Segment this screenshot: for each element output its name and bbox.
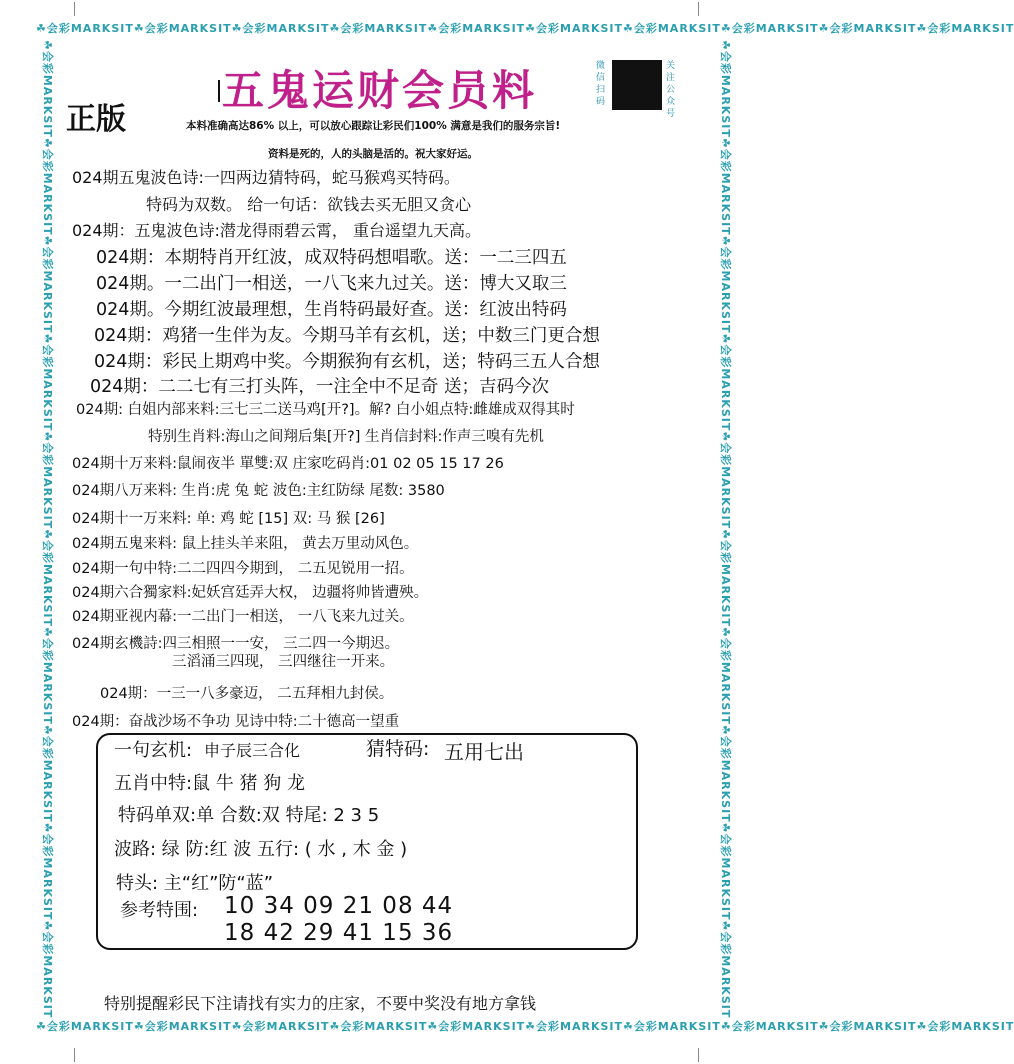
decorative-border-bottom: ☘会彩MARKSIT☘会彩MARKSIT☘会彩MARKSIT☘会彩MARKSIT☘会彩MARKSIT☘会彩MARKSIT☘会彩MARKSIT☘会彩MARKSIT☘会彩MARKSIT☘会彩MARKSIT [36, 1020, 1014, 1033]
tetou-line: 特头: 主“红”防“蓝” [116, 873, 274, 894]
content-line: 024期：二二七有三打头阵，一注全中不足奇 送；吉码今次 [90, 377, 549, 397]
content-line: 024期: 白姐内部来料:三七三二送马鸡[开?]。解? 白小姐点特:雌雄成双得其时 [76, 402, 575, 418]
decorative-border-right [716, 40, 734, 1019]
content-line: 特别生肖料:海山之间翔后集[开?] 生肖信封料:作声三嗅有先机 [148, 429, 544, 445]
qr-right-caption: 关注公众号 [666, 61, 676, 119]
content-line: 024期：彩民上期鸡中奖。今期猴狗有玄机，送；特码三五人合想 [94, 352, 600, 372]
content-line: 024期：本期特肖开红波，成双特码想唱歌。送：一二三四五 [96, 248, 567, 268]
cai-value: 五用七出 [444, 740, 524, 764]
qr-left-caption: 微信扫码 [596, 61, 606, 107]
content-line: 024期十一万来料: 单: 鸡 蛇 [15] 双: 马 猴 [26] [72, 511, 385, 527]
decorative-border-left [38, 40, 56, 1019]
content-line: 024期五鬼波色诗:一四两边猜特码，蛇马猴鸡买特码。 [72, 168, 460, 187]
decorative-border-top: ☘会彩MARKSIT☘会彩MARKSIT☘会彩MARKSIT☘会彩MARKSIT☘会彩MARKSIT☘会彩MARKSIT☘会彩MARKSIT☘会彩MARKSIT☘会彩MARKSIT☘会彩MARKSIT [36, 22, 1014, 35]
content-line: 024期亚视内幕:一二出门一相送， 一八飞来九过关。 [72, 609, 414, 625]
page-title: 五鬼运财会员料 [222, 66, 538, 115]
ref-label: 参考特围: [120, 900, 199, 921]
crop-mark [698, 1048, 699, 1062]
content-line: 024期：五鬼波色诗:潜龙得雨碧云霄， 重台遥望九天高。 [72, 221, 482, 240]
ref-numbers-row1: 10 34 09 21 08 44 [224, 893, 454, 919]
qr-code-icon [612, 60, 662, 110]
subtitle-goodluck: 资料是死的，人的头脑是活的。祝大家好运。 [268, 148, 478, 160]
content-line: 024期玄機詩:四三相照一一安， 三二四一今期迟。 [72, 636, 400, 652]
content-line: 024期。一二出门一相送，一八飞来九过关。送：博大又取三 [96, 274, 567, 294]
content-line: 024期六合獨家料:妃妖宫廷弄大权， 边疆将帅皆遭殃。 [72, 585, 429, 601]
yiju-value: 申子辰三合化 [204, 741, 301, 760]
crop-mark [74, 2, 75, 16]
content-line: 024期：奋战沙场不争功 见诗中特:二十德高一望重 [72, 714, 400, 730]
border-left-text: ☘会彩MARKSIT☘会彩MARKSIT☘会彩MARKSIT☘会彩MARKSIT☘会彩MARKSIT☘会彩MARKSIT☘会彩MARKSIT☘会彩MARKSIT☘会彩MARKSIT☘会彩MARKSIT [41, 40, 54, 1019]
content-line: 024期：鸡猪一生伴为友。今期马羊有玄机，送；中数三门更合想 [94, 326, 600, 346]
edition-label: 正版 [66, 102, 126, 137]
content-line: 024期五鬼来料: 鼠上挂头羊来阻， 黄去万里动风色。 [72, 536, 419, 552]
content-line: 特码为双数。 给一句话：欲钱去买无胆又贪心 [146, 195, 472, 214]
footer-reminder: 特别提醒彩民下注请找有实力的庄家，不要中奖没有地方拿钱 [104, 994, 537, 1013]
cai-label: 猜特码: [366, 738, 430, 760]
border-right-text: ☘会彩MARKSIT☘会彩MARKSIT☘会彩MARKSIT☘会彩MARKSIT☘会彩MARKSIT☘会彩MARKSIT☘会彩MARKSIT☘会彩MARKSIT☘会彩MARKSIT☘会彩MARKSIT [719, 40, 732, 1019]
content-line: 024期十万来料:鼠闹夜半 單雙:双 庄家吃码肖:01 02 05 15 17 26 [72, 456, 504, 472]
yiju-label: 一句玄机: [114, 740, 193, 761]
crop-mark [698, 2, 699, 16]
ref-numbers-row2: 18 42 29 41 15 36 [224, 920, 454, 946]
wuxiao-line: 五肖中特:鼠 牛 猪 狗 龙 [114, 773, 305, 794]
content-line: 024期：一三一八多豪迈， 二五拜相九封侯。 [100, 686, 394, 702]
danshuang-line: 特码单双:单 合数:双 特尾: 2 3 5 [118, 805, 380, 826]
content-line: 三滔涌三四现， 三四继往一开来。 [172, 654, 395, 670]
subtitle-accuracy: 本料准确高达86% 以上，可以放心跟踪让彩民们100% 满意是我们的服务宗旨! [186, 120, 561, 132]
crop-mark [74, 1048, 75, 1062]
content-line: 024期一句中特:二二四四今期到， 二五见锐用一招。 [72, 561, 414, 577]
content-line: 024期。今期红波最理想，生肖特码最好查。送：红波出特码 [96, 300, 567, 320]
bolu-line: 波路: 绿 防:红 波 五行: ( 水 , 木 金 ) [114, 839, 408, 860]
title-cursor-bar [218, 80, 220, 102]
content-line: 024期八万来料: 生肖:虎 兔 蛇 波色:主红防绿 尾数: 3580 [72, 483, 445, 499]
